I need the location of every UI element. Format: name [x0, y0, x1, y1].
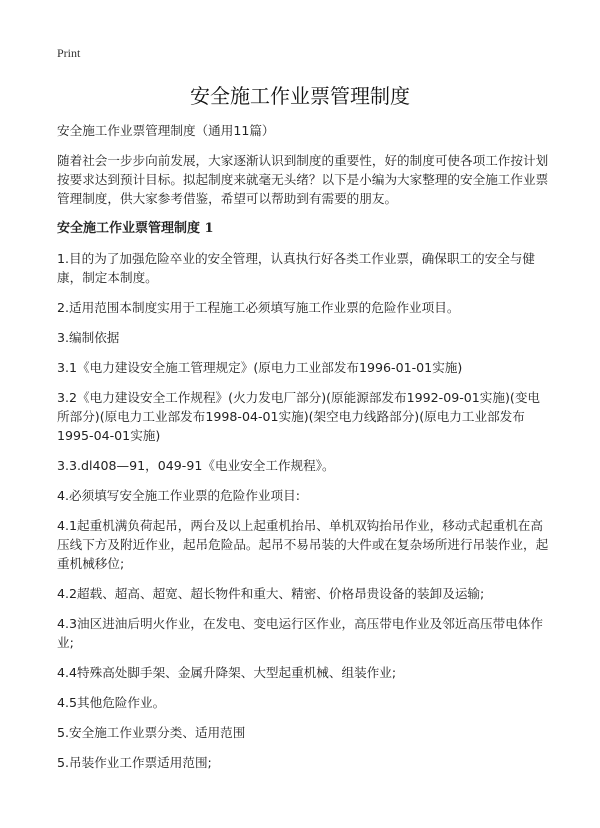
paragraph: 3.2《电力建设安全工作规程》(火力发电厂部分)(原能源部发布1992-09-01实施)(变电所部分)(原电力工业部发布1998-04-01实施)(架空电力线路部分)(原电力工业部发布1995-04-01实施) — [57, 390, 541, 443]
paragraph: 4.2超载、超高、超宽、超长物件和重大、精密、价格昂贵设备的装卸及运输; — [57, 586, 485, 601]
paragraph: 1.目的为了加强危险卒业的安全管理，认真执行好各类工作业票，确保职工的安全与健康，制定本制度。 — [57, 251, 535, 285]
paragraph: 4.1起重机满负荷起吊，两台及以上起重机抬吊、单机双钩抬吊作业，移动式起重机在高压线下方及附近作业，起吊危险品。起吊不易吊装的大件或在复杂场所进行吊装作业，起重机械移位; — [57, 518, 549, 571]
paragraph: 4.4特殊高处脚手架、金属升降架、大型起重机械、组装作业; — [57, 665, 397, 680]
paragraph: 3.1《电力建设安全施工管理规定》(原电力工业部发布1996-01-01实施) — [57, 360, 463, 375]
paragraph: 2.适用范围本制度实用于工程施工必须填写施工作业票的危险作业项目。 — [57, 300, 460, 315]
document-body — [57, 121, 551, 783]
paragraph: 4.3油区进油后明火作业，在发电、变电运行区作业，高压带电作业及邻近高压带电体作业; — [57, 616, 543, 650]
document-subtitle: 安全施工作业票管理制度（通用11篇） — [57, 123, 275, 138]
paragraph: 4.必须填写安全施工作业票的危险作业项目: — [57, 488, 300, 503]
paragraph: 3.编制依据 — [57, 330, 120, 345]
paragraph: 5.安全施工作业票分类、适用范围 — [57, 725, 246, 740]
page-title: 安全施工作业票管理制度 — [190, 84, 410, 108]
paragraph: 5.吊装作业工作票适用范围; — [57, 755, 212, 770]
section-heading: 安全施工作业票管理制度 1 — [57, 221, 214, 236]
paragraph: 4.5其他危险作业。 — [57, 695, 166, 710]
intro-paragraph: 随着社会一步步向前发展，大家逐渐认识到制度的重要性，好的制度可使各项工作按计划按要求达到预计目标。拟起制度来就毫无头绪？以下是小编为大家整理的安全施工作业票管理制度，供大家参考借鉴，希望可以帮助到有需要的朋友。 — [57, 153, 549, 206]
paragraph: 3.3.dl408—91，049-91《电业安全工作规程》。 — [57, 458, 335, 473]
print-label: Print — [57, 46, 81, 60]
